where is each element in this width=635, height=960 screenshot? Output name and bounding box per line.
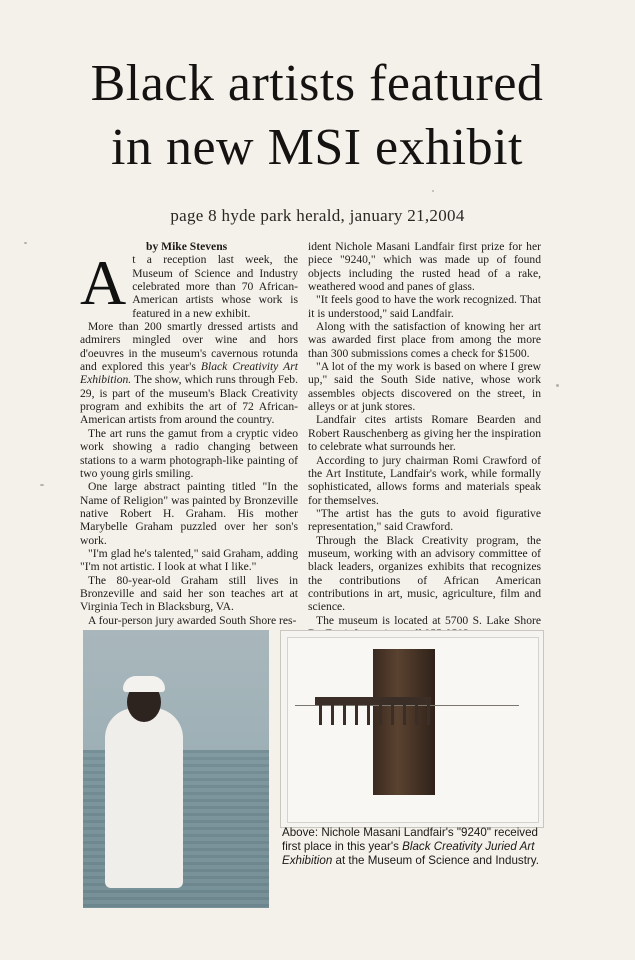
- rake-tine: [379, 705, 382, 725]
- paragraph: "A lot of the my work is based on where I grew up," said the South Side native, whose work assembles objects discovered on the street, in alleys or at junk stores.: [308, 360, 541, 414]
- artist-photo: [83, 630, 269, 908]
- paper-speck: [556, 384, 559, 387]
- photo-caption: [282, 826, 542, 868]
- article-column-2: [308, 240, 541, 640]
- paragraph: "It feels good to have the work recognized. That it is understood," said Landfair.: [308, 293, 541, 320]
- headline-line-2: in new MSI exhibit: [111, 119, 523, 176]
- rake-tine: [403, 705, 406, 725]
- paper-speck: [40, 484, 44, 486]
- paragraph: The art runs the gamut from a cryptic video work showing a radio changing between stations to a warm photograph-like painting of two young girls smiling.: [80, 426, 298, 480]
- rake-tine: [343, 705, 346, 725]
- paragraph: One large abstract painting titled "In the Name of Religion" was painted by Bronzeville native Robert H. Graham. His mother Marybelle Graham puzzled over her son's work.: [80, 480, 298, 547]
- paragraph-text: The show, which runs through Feb. 29, is part of the museum's Black Creativity program and exhibits the art of 72 African-American artists from around the country.: [80, 373, 298, 427]
- paragraph: The 80-year-old Graham still lives in Bronzeville and said her son teaches art at Virginia Tech in Blacksburg, VA.: [80, 573, 298, 614]
- caption-text: at the Museum of Science and Industry.: [332, 854, 539, 867]
- paragraph: [80, 247, 298, 320]
- headline: [22, 52, 612, 180]
- article-column-1: [80, 240, 298, 627]
- rake-tine: [331, 705, 334, 725]
- paper-speck: [432, 190, 434, 192]
- drop-cap: A: [80, 247, 127, 319]
- paper-speck: [24, 242, 27, 244]
- artist-figure: [105, 708, 183, 888]
- rake-tine: [319, 705, 322, 725]
- head-wrap: [123, 676, 165, 692]
- caption-text: Above: Nichole Masani Landfair's "9240" received first place in this year's: [282, 826, 538, 853]
- paragraph: "The artist has the guts to avoid figurative representation," said Crawford.: [308, 506, 541, 534]
- paragraph: Along with the satisfaction of knowing her art was awarded first place from among the more than 300 submissions comes a check for $1500.: [308, 320, 541, 360]
- rake-tine: [391, 705, 394, 725]
- dateline: page 8 hyde park herald, january 21,2004: [170, 206, 465, 225]
- rake-tine: [367, 705, 370, 725]
- paragraph: Through the Black Creativity program, the museum, working with an advisory committee of black leaders, organizes exhibits that recognizes the contributions of African American contributions in art, music, agriculture, film and science.: [308, 533, 541, 614]
- paragraph-text: More than 200 smartly dressed artists and admirers mingled over wine and hors d'oeuvres in the museum's cavernous rotunda and explored this year's: [80, 320, 298, 374]
- headline-line-1: Black artists featured: [90, 55, 544, 112]
- byline: by Mike Stevens: [146, 240, 228, 253]
- rake-tine: [427, 705, 430, 725]
- paragraph: According to jury chairman Romi Crawford of the Art Institute, Landfair's work, while formally sophisticated, allows forms and materials speak for themselves.: [308, 453, 541, 507]
- artwork-photo: [280, 630, 544, 828]
- paragraph: "I'm glad he's talented," said Graham, adding "I'm not artistic. I look at what I like.": [80, 546, 298, 574]
- paragraph: A four-person jury awarded South Shore res-: [88, 613, 297, 627]
- caption-exhibition-title: Black Creativity Juried Art Exhibition: [282, 840, 535, 867]
- paragraph-text: t a reception last week, the Museum of Science and Industry celebrated more than 70 African-American artists whose work is featured in a new exhibit.: [132, 253, 298, 320]
- rake-tine: [355, 705, 358, 725]
- paragraph: ident Nichole Masani Landfair first prize for her piece "9240," which was made up of found objects including the rusted head of a rake, weathered wood and panes of glass.: [308, 240, 541, 294]
- paragraph: Landfair cites artists Romare Bearden and Robert Rauschenberg as giving her the inspiration to celebrate what surrounds her.: [308, 413, 541, 454]
- paragraph: [80, 320, 298, 427]
- wire-line: [295, 705, 519, 706]
- paragraph: The museum is located at 5700 S. Lake Shore: [316, 613, 541, 627]
- rake-head: [315, 697, 431, 705]
- rake-tine: [415, 705, 418, 725]
- exhibition-title: Black Creativity Art Exhibition.: [80, 360, 298, 387]
